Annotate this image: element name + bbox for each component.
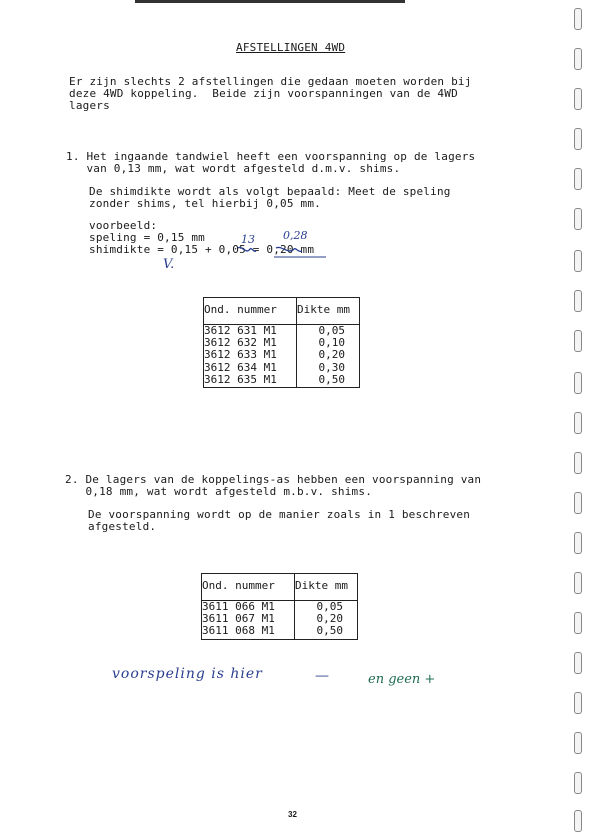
thickness-value: 0,05	[318, 324, 345, 337]
page-number: 32	[288, 810, 297, 819]
thickness-value: 0,20	[318, 348, 345, 362]
part-number: 3611 067 M1	[202, 612, 275, 626]
intro-line: lagers	[69, 99, 110, 112]
thickness-value: 0,05	[316, 600, 343, 613]
binding-hole	[574, 250, 582, 272]
binding-hole	[574, 48, 582, 70]
thickness-value: 0,10	[318, 336, 345, 350]
section2-line: afgesteld.	[88, 520, 157, 533]
part-number: 3612 631 M1	[204, 324, 277, 337]
table-header-row	[202, 574, 358, 601]
binding-hole	[574, 572, 582, 594]
example-label: voorbeeld:	[89, 219, 158, 232]
binding-hole	[574, 412, 582, 434]
part-number: 3612 634 M1	[204, 360, 277, 374]
table-header-cell: Ond. nummer	[202, 574, 295, 601]
binding-hole	[574, 652, 582, 674]
intro-line: deze 4WD koppeling. Beide zijn voorspanningen van de 4WD	[69, 87, 458, 100]
example-shimdikte: shimdikte = 0,15 + 0,05 = 0,20 mm	[89, 243, 315, 256]
table-header-cell: Dikte mm	[297, 298, 360, 325]
part-number-column	[204, 325, 297, 388]
shim-method-line: De shimdikte wordt als volgt bepaald: Meet de speling	[89, 185, 451, 198]
binding-hole	[574, 772, 582, 794]
thickness-value: 0,50	[318, 372, 345, 386]
thickness-value: 0,30	[318, 360, 345, 374]
thickness-column	[297, 325, 360, 388]
part-number-column	[202, 601, 295, 640]
binding-hole	[574, 810, 582, 832]
handwritten-note-green: en geen +	[368, 672, 436, 687]
binding-hole	[574, 692, 582, 714]
intro-line: Er zijn slechts 2 afstellingen die gedaan moeten worden bij	[69, 75, 472, 88]
binding-hole	[574, 290, 582, 312]
binding-hole	[574, 8, 582, 30]
handwritten-check-mark: V.	[163, 257, 175, 272]
binding-hole	[574, 88, 582, 110]
part-number: 3612 635 M1	[204, 372, 277, 386]
section1-line: van 0,13 mm, wat wordt afgesteld d.m.v. shims.	[66, 162, 401, 175]
binding-hole	[574, 208, 582, 230]
thickness-column	[295, 601, 358, 640]
binding-hole	[574, 492, 582, 514]
binding-hole	[574, 372, 582, 394]
binding-hole	[574, 128, 582, 150]
binding-hole	[574, 330, 582, 352]
part-number: 3612 632 M1	[204, 336, 277, 350]
binding-holes	[572, 0, 592, 835]
section2-line: De voorspanning wordt op de manier zoals in 1 beschreven	[88, 508, 471, 521]
binding-hole	[574, 168, 582, 190]
handwritten-correction-13: 13	[241, 233, 255, 246]
binding-hole	[574, 612, 582, 634]
section1-line: 1. Het ingaande tandwiel heeft een voorspanning op de lagers	[66, 150, 476, 163]
shim-method-line: zonder shims, tel hierbij 0,05 mm.	[89, 197, 321, 210]
section2-line: 0,18 mm, wat wordt afgesteld m.b.v. shims.	[65, 485, 373, 498]
part-number: 3611 068 M1	[202, 624, 275, 638]
thickness-value: 0,50	[316, 624, 343, 638]
table-body-row	[202, 601, 358, 640]
shim-table-2	[201, 573, 358, 640]
scan-top-edge	[135, 0, 405, 3]
section2-line: 2. De lagers van de koppelings-as hebben een voorspanning van	[65, 473, 482, 486]
page-title: AFSTELLINGEN 4WD	[236, 41, 346, 54]
shim-table-1	[203, 297, 360, 388]
table-header-cell: Ond. nummer	[204, 298, 297, 325]
binding-hole	[574, 732, 582, 754]
example-speling: speling = 0,15 mm	[89, 231, 205, 244]
thickness-value: 0,20	[316, 612, 343, 626]
part-number: 3612 633 M1	[204, 348, 277, 362]
table-body-row	[204, 325, 360, 388]
part-number: 3611 066 M1	[202, 600, 275, 613]
table-header-cell: Dikte mm	[295, 574, 358, 601]
table-header-row	[204, 298, 360, 325]
handwritten-dash: —	[315, 668, 329, 684]
handwritten-note: voorspeling is hier	[112, 666, 263, 682]
handwritten-correction-028: 0,28	[283, 229, 308, 242]
binding-hole	[574, 532, 582, 554]
binding-hole	[574, 452, 582, 474]
